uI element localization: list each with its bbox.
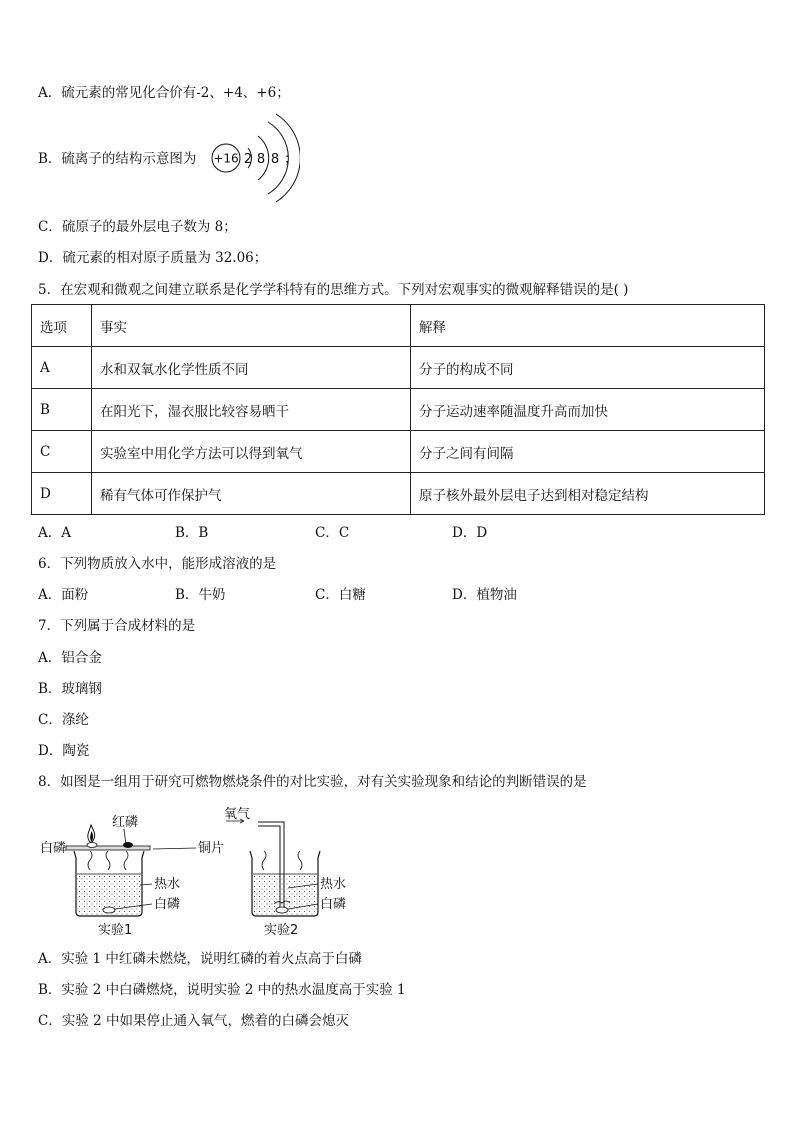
q5-option-a: A．A <box>38 525 71 541</box>
label-red-phosphorus: 红磷 <box>112 815 139 830</box>
q7-option-d: D．陶瓷 <box>38 743 90 759</box>
q5-stem: 5．在宏观和微观之间建立联系是化学学科特有的思维方式。下列对宏观事实的微观解释错误的是( ) <box>38 282 629 298</box>
q5-option-d: D．D <box>452 525 488 541</box>
nucleus-charge: +16 <box>213 151 239 166</box>
shell-3-electrons: 8 <box>270 152 280 167</box>
q7-option-a: A．铝合金 <box>38 650 102 666</box>
q4-option-a: A．硫元素的常见化合价有-2、+4、+6； <box>38 85 290 101</box>
label-white-phosphorus-2: 白磷 <box>320 897 347 912</box>
table-row <box>32 347 765 389</box>
caption-experiment-1: 实验1 <box>98 923 133 938</box>
q4-option-c: C．硫原子的最外层电子数为 8； <box>38 219 237 235</box>
table-row <box>32 473 765 515</box>
row-explanation: 分子运动速率随温度升高而加快 <box>411 389 765 431</box>
experiment-1-figure <box>40 814 224 938</box>
q4-option-b <box>38 150 196 168</box>
row-explanation: 分子的构成不同 <box>411 347 765 389</box>
q5-table <box>31 304 765 515</box>
q8-option-c: C．实验 2 中如果停止通入氧气，燃着的白磷会熄灭 <box>38 1013 350 1029</box>
q8-stem: 8．如图是一组用于研究可燃物燃烧条件的对比实验，对有关实验现象和结论的判断错误的是 <box>38 774 587 790</box>
row-fact: 水和双氧水化学性质不同 <box>92 347 411 389</box>
row-fact: 在阳光下，湿衣服比较容易晒干 <box>92 389 411 431</box>
row-fact: 稀有气体可作保护气 <box>92 473 411 515</box>
row-fact: 实验室中用化学方法可以得到氧气 <box>92 431 411 473</box>
q4-option-b-text: B．硫离子的结构示意图为 <box>38 151 197 167</box>
row-explanation: 原子核外最外层电子达到相对稳定结构 <box>411 473 765 515</box>
shell-1-electrons: 2 <box>243 152 253 167</box>
label-white-phosphorus-top: 白磷 <box>40 841 67 856</box>
q8-option-a: A．实验 1 中红磷未燃烧，说明红磷的着火点高于白磷 <box>38 951 362 967</box>
label-hot-water-1: 热水 <box>154 877 181 892</box>
row-option: C <box>32 431 92 473</box>
label-oxygen: 氧气 <box>224 807 251 822</box>
q4-option-d: D．硫元素的相对原子质量为 32.06； <box>38 250 268 266</box>
row-explanation: 分子之间有间隔 <box>411 431 765 473</box>
table-header-row <box>32 305 765 347</box>
header-option: 选项 <box>32 305 92 347</box>
q8-option-b: B．实验 2 中白磷燃烧，说明实验 2 中的热水温度高于实验 1 <box>38 982 406 998</box>
row-option: A <box>32 347 92 389</box>
q4-option-b-suffix: ； <box>284 151 298 167</box>
table-row <box>32 431 765 473</box>
q6-option-c: C．白糖 <box>315 587 366 603</box>
label-white-phosphorus-bottom: 白磷 <box>154 897 181 912</box>
q7-option-b: B．玻璃钢 <box>38 681 102 697</box>
caption-experiment-2: 实验2 <box>264 923 299 938</box>
q5-option-b: B．B <box>175 525 209 541</box>
q6-option-a: A．面粉 <box>38 587 89 603</box>
header-explanation: 解释 <box>411 305 765 347</box>
q5-option-c: C．C <box>315 525 350 541</box>
q6-stem: 6．下列物质放入水中，能形成溶液的是 <box>38 556 277 572</box>
combustion-experiment-figure <box>38 800 368 940</box>
row-option: B <box>32 389 92 431</box>
shell-2-electrons: 8 <box>256 152 266 167</box>
q6-option-d: D．植物油 <box>452 587 517 603</box>
label-copper-sheet: 铜片 <box>198 841 225 856</box>
row-option: D <box>32 473 92 515</box>
experiment-2-figure <box>224 807 346 938</box>
label-hot-water-2: 热水 <box>320 877 347 892</box>
q7-option-c: C．涤纶 <box>38 712 89 728</box>
header-fact: 事实 <box>92 305 411 347</box>
table-row <box>32 389 765 431</box>
q7-stem: 7．下列属于合成材料的是 <box>38 618 196 634</box>
q6-option-b: B．牛奶 <box>175 587 226 603</box>
